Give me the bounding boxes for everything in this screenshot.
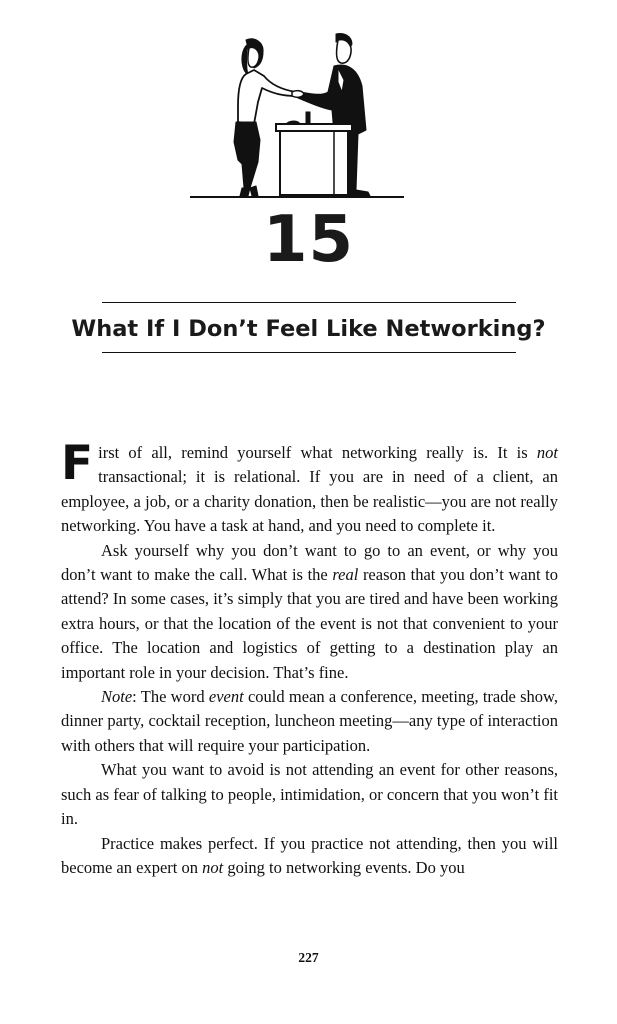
body-text bbox=[61, 436, 558, 880]
handshake-illustration bbox=[188, 30, 408, 202]
paragraph-2 bbox=[61, 539, 558, 685]
paragraph-5 bbox=[61, 832, 558, 881]
paragraph-2-emphasis: real bbox=[332, 565, 359, 585]
chapter-number: 15 bbox=[262, 203, 355, 277]
paragraph-1-text-a: irst of all, remind yourself what networking really is. It is bbox=[98, 443, 537, 462]
paragraph-3-text-a: : The word bbox=[132, 687, 209, 707]
paragraph-2-text-b: reason that you don’t want to attend? In some cases, it’s simply that you are tired and have been working extra hours, or that the location of the event is not that convenient to your office. The location and logistics of getting to a destination play an important role in your decision. That’s fine. bbox=[61, 565, 558, 682]
paragraph-1-text-b: transactional; it is relational. If you are in need of a client, an employee, a job, or a charity donation, then be realistic—you are not really networking. You have a task at hand, and you need to complete it. bbox=[61, 467, 558, 536]
paragraph-1 bbox=[61, 436, 558, 539]
paragraph-3-emphasis: event bbox=[208, 687, 244, 707]
page-number: 227 bbox=[298, 950, 319, 965]
paragraph-3 bbox=[61, 685, 558, 758]
paragraph-5-emphasis: not bbox=[202, 857, 224, 877]
chapter-title: What If I Don’t Feel Like Networking? bbox=[71, 316, 546, 342]
paragraph-4-text: What you want to avoid is not attending an event for other reasons, such as fear of talking to people, intimidation, or concern that you won’t fit in. bbox=[61, 760, 558, 829]
title-rule-bottom bbox=[102, 352, 516, 353]
paragraph-3-note-label: Note bbox=[101, 687, 133, 707]
paragraph-5-text-a: Practice makes perfect. If you practice not attending, then you will become an expert on bbox=[61, 833, 558, 877]
paragraph-4 bbox=[61, 758, 558, 831]
paragraph-3-text-b: could mean a conference, meeting, trade show, dinner party, cocktail reception, luncheon meeting—any type of interaction with others that will require your participation. bbox=[61, 687, 558, 755]
paragraph-1-emphasis: not bbox=[536, 443, 558, 462]
paragraph-2-text-a: Ask yourself why you don’t want to go to an event, or why you don’t want to make the call. What is the bbox=[61, 540, 558, 585]
paragraph-5-text-b: going to networking events. Do you bbox=[223, 857, 465, 877]
drop-cap: F bbox=[61, 436, 94, 491]
title-rule-top bbox=[102, 302, 516, 303]
